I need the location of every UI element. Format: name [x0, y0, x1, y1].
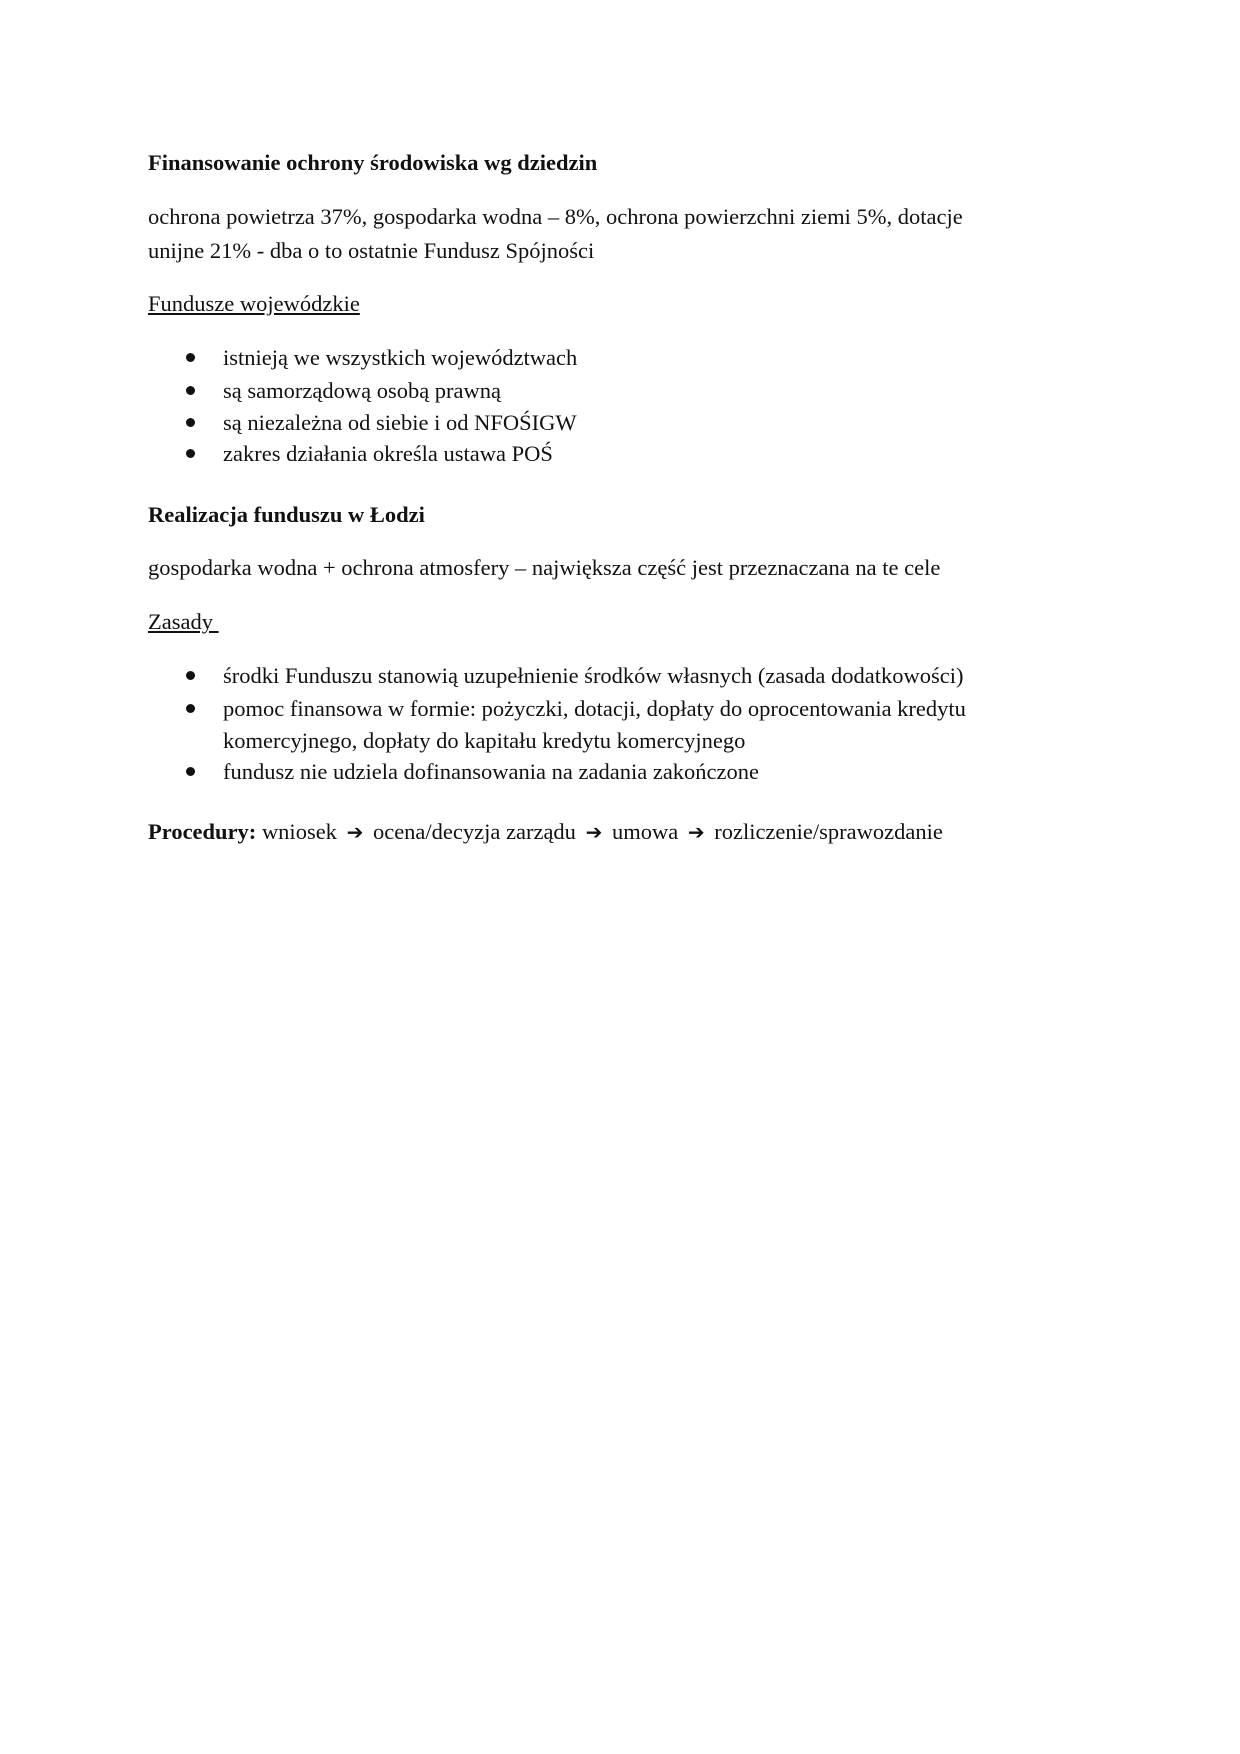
- list-item: środki Funduszu stanowią uzupełnienie środków własnych (zasada dodatkowości): [148, 659, 966, 692]
- bullet-icon: [186, 418, 195, 427]
- arrow-right-icon: ➔: [687, 820, 705, 844]
- bullet-icon: [186, 386, 195, 395]
- section-title-financing: Finansowanie ochrony środowiska wg dziedzin: [148, 150, 598, 175]
- paragraph-financing-line2: unijne 21% - dba o to ostatnie Fundusz Spójności: [148, 238, 595, 263]
- list-item: zakres działania określa ustawa POŚ: [148, 438, 577, 469]
- arrow-right-icon: ➔: [585, 820, 603, 844]
- subtitle-rules: Zasady: [148, 609, 219, 634]
- procedure-step: ocena/decyzja zarządu: [372, 819, 576, 844]
- list-item: fundusz nie udziela dofinansowania na zadania zakończone: [148, 756, 966, 787]
- rules-list: [148, 659, 966, 787]
- list-item-continuation: komercyjnego, dopłaty do kapitału kredytu komercyjnego: [223, 728, 746, 753]
- arrow-right-icon: ➔: [346, 820, 364, 844]
- procedure-step: umowa: [611, 819, 679, 844]
- bullet-icon: [186, 353, 195, 362]
- paragraph-lodz: gospodarka wodna + ochrona atmosfery – największa część jest przeznaczana na te cele: [148, 555, 941, 580]
- section-title-lodz: Realizacja funduszu w Łodzi: [148, 502, 425, 527]
- bullet-icon: [186, 671, 195, 680]
- bullet-icon: [186, 449, 195, 458]
- list-item: są niezależna od siebie i od NFOŚIGW: [148, 407, 577, 438]
- list-item: pomoc finansowa w formie: pożyczki, dotacji, dopłaty do oprocentowania kredytu: [148, 692, 966, 725]
- procedures-label: Procedury:: [148, 819, 257, 844]
- bullet-icon: [186, 704, 195, 713]
- voivodeship-funds-list: [148, 341, 577, 469]
- bullet-icon: [186, 767, 195, 776]
- procedures-line: [148, 815, 943, 849]
- list-item: istnieją we wszystkich województwach: [148, 341, 577, 374]
- subtitle-voivodeship-funds: Fundusze wojewódzkie: [148, 291, 360, 316]
- procedure-step: wniosek: [261, 819, 337, 844]
- procedure-step: rozliczenie/sprawozdanie: [714, 819, 943, 844]
- paragraph-financing-line1: ochrona powietrza 37%, gospodarka wodna – 8%, ochrona powierzchni ziemi 5%, dotacje: [148, 204, 963, 229]
- list-item: są samorządową osobą prawną: [148, 374, 577, 407]
